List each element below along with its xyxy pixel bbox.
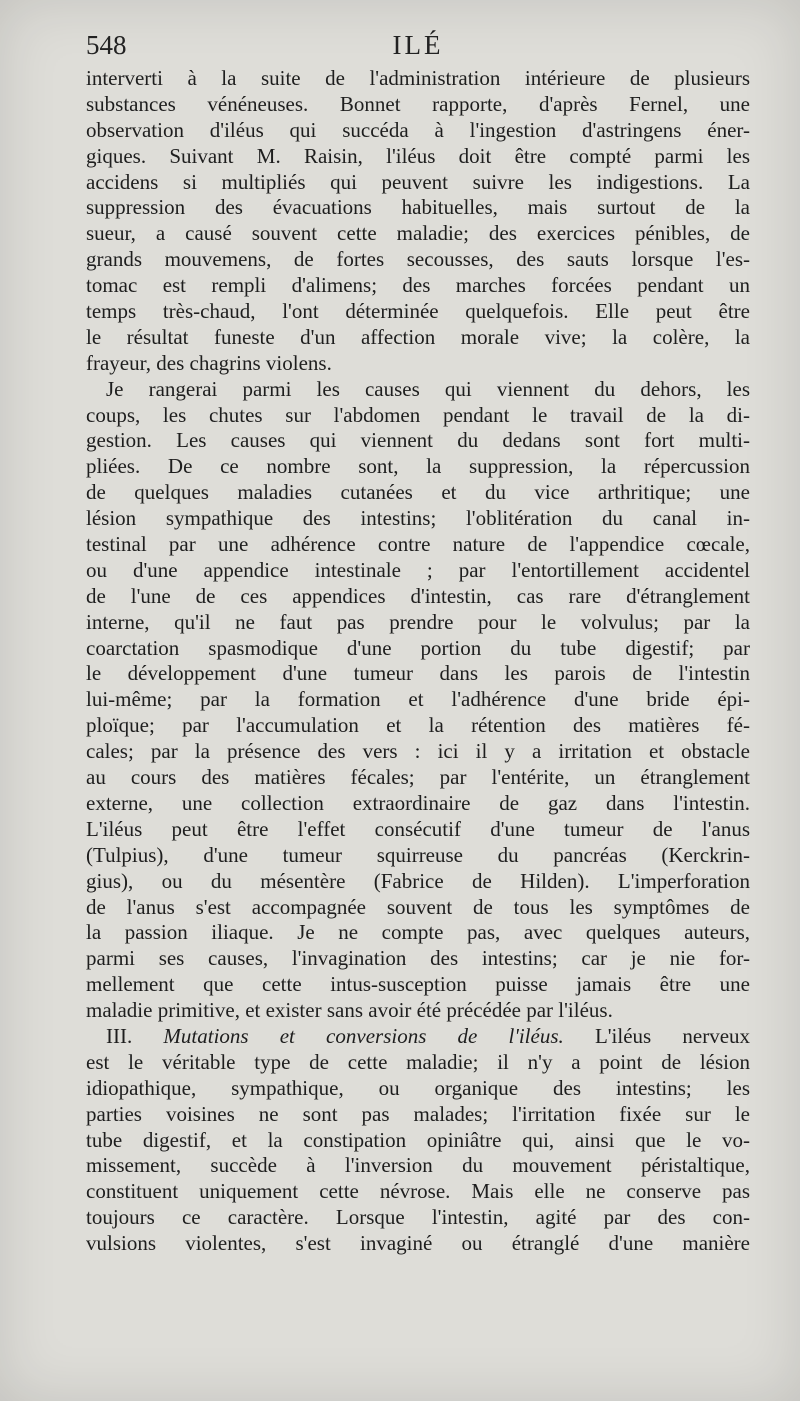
page-number: 548 xyxy=(86,30,127,60)
text-line: la passion iliaque. Je ne compte pas, avec quelques auteurs, xyxy=(86,920,750,945)
text-line: de l'anus s'est accompagnée souvent de tous les symptômes de xyxy=(86,894,750,919)
text-line: sueur, a causé souvent cette maladie; des exercices pénibles, de xyxy=(86,221,750,246)
text-line: suppression des évacuations habituelles, mais surtout de la xyxy=(86,195,750,220)
text-line: le résultat funeste d'un affection morale vive; la colère, la xyxy=(86,324,750,349)
text-line: de quelques maladies cutanées et du vice arthritique; une xyxy=(86,480,750,505)
text-line: vulsions violentes, s'est invaginé ou étranglé d'une manière xyxy=(86,1231,750,1256)
text-line: observation d'iléus qui succéda à l'ingestion d'astringens éner- xyxy=(86,117,750,142)
text-line: ploïque; par l'accumulation et la rétention des matières fé- xyxy=(86,713,750,738)
text-line: externe, une collection extraordinaire de gaz dans l'intestin. xyxy=(86,790,750,815)
text-line: toujours ce caractère. Lorsque l'intestin, agité par des con- xyxy=(86,1205,750,1230)
text-line: testinal par une adhérence contre nature de l'appendice cœcale, xyxy=(86,532,750,557)
text-line: giques. Suivant M. Raisin, l'iléus doit être compté parmi les xyxy=(86,143,750,168)
text-line: pliées. De ce nombre sont, la suppression, la répercussion xyxy=(86,454,750,479)
text-line: coups, les chutes sur l'abdomen pendant le travail de la di- xyxy=(86,402,750,427)
text-line: interverti à la suite de l'administration intérieure de plusieurs xyxy=(86,66,750,90)
text-line: tomac est rempli d'alimens; des marches forcées pendant un xyxy=(86,273,750,298)
text-line: tube digestif, et la constipation opiniâtre qui, ainsi que le vo- xyxy=(86,1127,750,1152)
text-line: est le véritable type de cette maladie; il n'y a point de lésion xyxy=(86,1049,750,1074)
text-line: le développement d'une tumeur dans les parois de l'intestin xyxy=(86,661,750,686)
section-number: III. xyxy=(106,1023,133,1048)
text-line: gestion. Les causes qui viennent du dedans sont fort multi- xyxy=(86,428,750,453)
text-line: coarctation spasmodique d'une portion du tube digestif; par xyxy=(86,635,750,660)
text-line: parties voisines ne sont pas malades; l'irritation fixée sur le xyxy=(86,1101,750,1126)
section-first-line: L'iléus nerveux xyxy=(594,1023,750,1048)
body-text xyxy=(86,66,750,1257)
text-line: lésion sympathique des intestins; l'oblitération du canal in- xyxy=(86,506,750,531)
text-line: idiopathique, sympathique, ou organique des intestins; les xyxy=(86,1075,750,1100)
text-line: accidens si multipliés qui peuvent suivre les indigestions. La xyxy=(86,169,750,194)
text-line: missement, succède à l'inversion du mouvement péristaltique, xyxy=(86,1153,750,1178)
text-line: constituent uniquement cette névrose. Mais elle ne conserve pas xyxy=(86,1179,750,1204)
text-line: ou d'une appendice intestinale ; par l'entortillement accidentel xyxy=(86,557,750,582)
text-line: mellement que cette intus-susception puisse jamais être une xyxy=(86,972,750,997)
text-line: substances vénéneuses. Bonnet rapporte, d'après Fernel, une xyxy=(86,91,750,116)
text-line: maladie primitive, et exister sans avoir été précédée par l'iléus. xyxy=(86,998,613,1023)
section-heading-line xyxy=(86,1024,750,1050)
text-line: parmi ses causes, l'invagination des intestins; car je nie for- xyxy=(86,946,750,971)
text-line: cales; par la présence des vers : ici il y a irritation et obstacle xyxy=(86,739,750,764)
text-line: temps très-chaud, l'ont déterminée quelquefois. Elle peut être xyxy=(86,299,750,324)
text-line: frayeur, des chagrins violens. xyxy=(86,350,332,375)
text-line: au cours des matières fécales; par l'entérite, un étranglement xyxy=(86,765,750,790)
text-line: lui-même; par la formation et l'adhérence d'une bride épi- xyxy=(86,687,750,712)
text-line: (Tulpius), d'une tumeur squirreuse du pancréas (Kerckrin- xyxy=(86,842,750,867)
text-line: gius), ou du mésentère (Fabrice de Hilden). L'imperforation xyxy=(86,868,750,893)
text-line: Je rangerai parmi les causes qui viennent du dehors, les xyxy=(106,376,750,401)
page-header xyxy=(86,28,750,68)
text-line: L'iléus peut être l'effet consécutif d'une tumeur de l'anus xyxy=(86,816,750,841)
section-title: Mutations et conversions de l'iléus. xyxy=(163,1023,564,1048)
text-line: interne, qu'il ne faut pas prendre pour le volvulus; par la xyxy=(86,609,750,634)
text-line: grands mouvemens, de fortes secousses, des sauts lorsque l'es- xyxy=(86,247,750,272)
text-line: de l'une de ces appendices d'intestin, cas rare d'étranglement xyxy=(86,583,750,608)
running-head: ILÉ xyxy=(392,30,444,60)
